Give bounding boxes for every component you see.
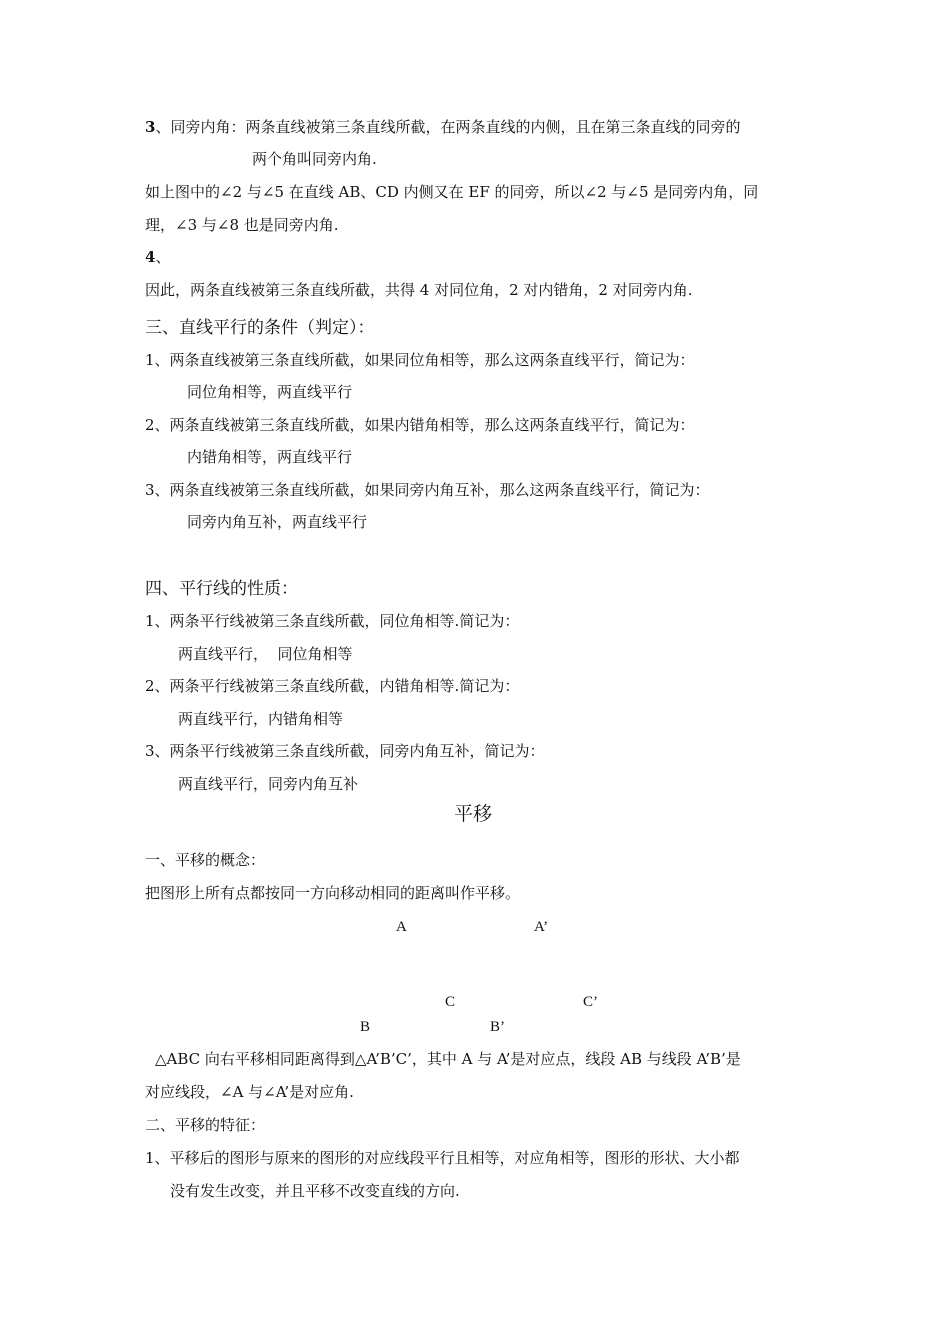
s4-suffix: 、 bbox=[155, 248, 171, 266]
s3-line-1 bbox=[145, 117, 740, 137]
feature-1: 1、平移后的图形与原来的图形的对应线段平行且相等，对应角相等，图形的形状、大小都 bbox=[145, 1149, 740, 1167]
features-heading: 二、平移的特征： bbox=[145, 1116, 266, 1134]
section4-item-1: 1、两条平行线被第三条直线所截，同位角相等.简记为： bbox=[145, 612, 520, 630]
s4-number: 4 bbox=[145, 248, 156, 266]
translation-desc-2: 对应线段，∠A 与∠A’是对应角. bbox=[145, 1083, 354, 1101]
section4-heading: 四、平行线的性质： bbox=[145, 579, 298, 599]
s3-example-2: 理，∠3 与∠8 也是同旁内角. bbox=[145, 216, 339, 234]
s4-line bbox=[145, 247, 170, 267]
figure-label-c: C bbox=[445, 994, 456, 1010]
section4-item-3: 3、两条平行线被第三条直线所截，同旁内角互补，简记为： bbox=[145, 742, 545, 760]
figure-label-b-prime: B’ bbox=[490, 1019, 505, 1035]
section4-item-1-short: 两直线平行， 同位角相等 bbox=[178, 645, 353, 663]
s3-definition: 、同旁内角：两条直线被第三条直线所截，在两条直线的内侧，且在第三条直线的同旁的 bbox=[155, 118, 741, 136]
section3-item-3: 3、两条直线被第三条直线所截，如果同旁内角互补，那么这两条直线平行，简记为： bbox=[145, 481, 710, 499]
concept-heading: 一、平移的概念： bbox=[145, 851, 266, 869]
figure-label-a: A bbox=[396, 919, 407, 935]
section3-item-2: 2、两条直线被第三条直线所截，如果内错角相等，那么这两条直线平行，简记为： bbox=[145, 416, 695, 434]
section3-item-3-short: 同旁内角互补，两直线平行 bbox=[187, 513, 368, 531]
feature-1-cont: 没有发生改变，并且平移不改变直线的方向. bbox=[170, 1182, 460, 1200]
figure-label-c-prime: C’ bbox=[583, 994, 598, 1010]
concept-text: 把图形上所有点都按同一方向移动相同的距离叫作平移。 bbox=[145, 884, 521, 902]
section4-item-2: 2、两条平行线被第三条直线所截，内错角相等.简记为： bbox=[145, 677, 520, 695]
section3-item-1-short: 同位角相等，两直线平行 bbox=[187, 383, 353, 401]
section4-item-3-short: 两直线平行，同旁内角互补 bbox=[178, 775, 359, 793]
translation-desc-1: △ABC 向右平移相同距离得到△A’B’C’，其中 A 与 A’是对应点，线段 AB 与线段 A’B’是 bbox=[155, 1050, 741, 1068]
section4-item-2-short: 两直线平行，内错角相等 bbox=[178, 710, 344, 728]
s3-definition-cont: 两个角叫同旁内角. bbox=[252, 150, 377, 168]
figure-label-a-prime: A’ bbox=[534, 919, 549, 935]
s3-number: 3 bbox=[145, 118, 156, 136]
translation-title: 平移 bbox=[454, 803, 493, 825]
s4-summary: 因此，两条直线被第三条直线所截，共得 4 对同位角，2 对内错角，2 对同旁内角. bbox=[145, 281, 693, 299]
section3-item-2-short: 内错角相等，两直线平行 bbox=[187, 448, 353, 466]
figure-label-b: B bbox=[360, 1019, 371, 1035]
s3-example-1: 如上图中的∠2 与∠5 在直线 AB、CD 内侧又在 EF 的同旁，所以∠2 与∠5 是同旁内角，同 bbox=[145, 183, 759, 201]
section3-item-1: 1、两条直线被第三条直线所截，如果同位角相等，那么这两条直线平行，简记为： bbox=[145, 351, 695, 369]
section3-heading: 三、直线平行的条件（判定）： bbox=[145, 318, 375, 338]
